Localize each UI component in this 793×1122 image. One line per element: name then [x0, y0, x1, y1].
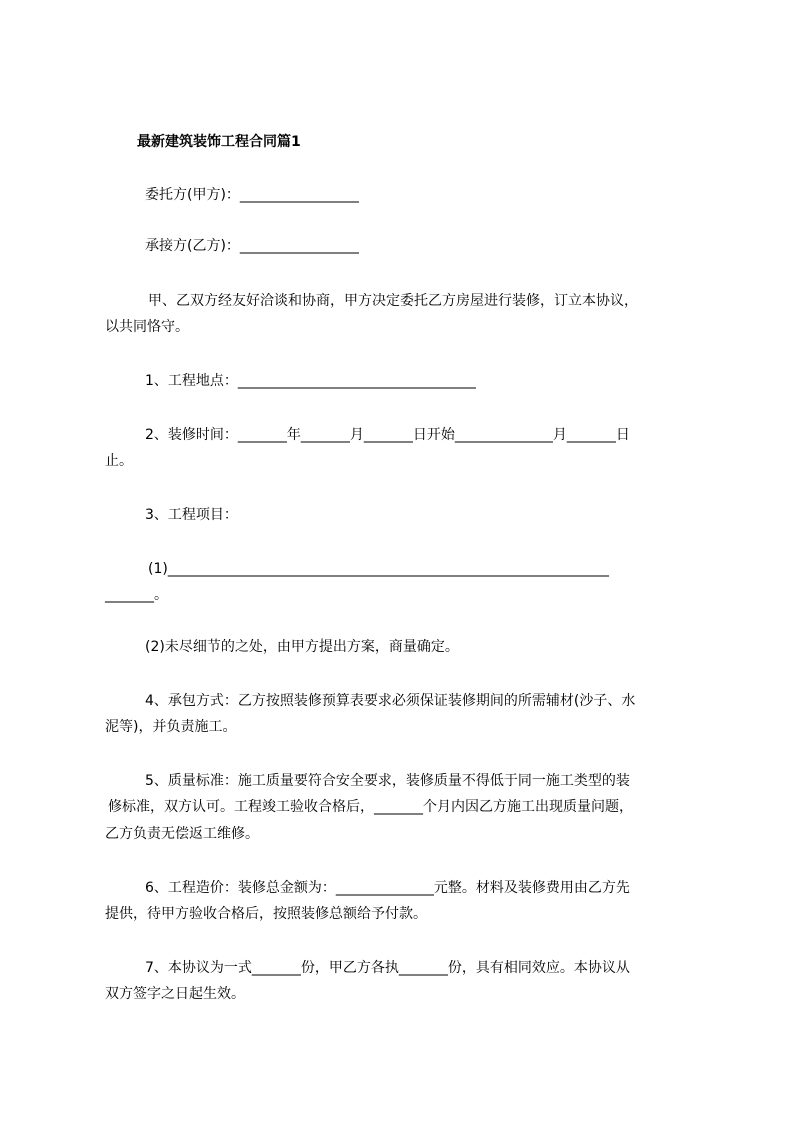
clause-3-project: 3、工程项目： [145, 507, 238, 523]
contractor-party-line: 承接方(乙方)：_________________ [145, 238, 359, 254]
intro-paragraph-line-2: 以共同恪守。 [105, 319, 189, 335]
clause-5-line-1: 5、质量标准：施工质量要符合安全要求，装修质量不得低于同一施工类型的装 [145, 773, 630, 789]
clause-3-item-1-line-1: (1)_______________________________________________________________ [148, 561, 609, 577]
clause-5-line-3: 乙方负责无偿返工维修。 [105, 826, 259, 842]
clause-2-time-line-2: 止。 [105, 453, 133, 469]
clause-7-line-2: 双方签字之日起生效。 [105, 986, 245, 1002]
clause-4-line-1: 4、承包方式：乙方按照装修预算表要求必须保证装修期间的所需辅材(沙子、水 [145, 693, 636, 709]
client-party-line: 委托方(甲方)：_________________ [145, 187, 359, 203]
clause-6-line-1: 6、工程造价：装修总金额为：______________元整。材料及装修费用由乙方先 [145, 880, 630, 896]
clause-2-time-line-1: 2、装修时间：_______年_______月_______日开始______________月_______日 [145, 427, 630, 443]
clause-1-location: 1、工程地点：__________________________________ [145, 373, 476, 389]
clause-5-line-2: 修标准，双方认可。工程竣工验收合格后，_______个月内因乙方施工出现质量问题， [108, 799, 633, 815]
clause-4-line-2: 泥等)，并负责施工。 [105, 719, 237, 735]
clause-3-item-1-line-2: _______。 [105, 587, 168, 603]
clause-7-line-1: 7、本协议为一式_______份，甲乙方各执_______份，具有相同效应。本协议从 [145, 960, 630, 976]
intro-paragraph-line-1: 甲、乙双方经友好洽谈和协商，甲方决定委托乙方房屋进行装修，订立本协议， [148, 293, 638, 309]
document-title: 最新建筑装饰工程合同篇1 [137, 134, 301, 150]
clause-3-item-2: (2)未尽细节的之处，由甲方提出方案，商量确定。 [145, 639, 459, 655]
clause-6-line-2: 提供，待甲方验收合格后，按照装修总额给予付款。 [105, 906, 427, 922]
